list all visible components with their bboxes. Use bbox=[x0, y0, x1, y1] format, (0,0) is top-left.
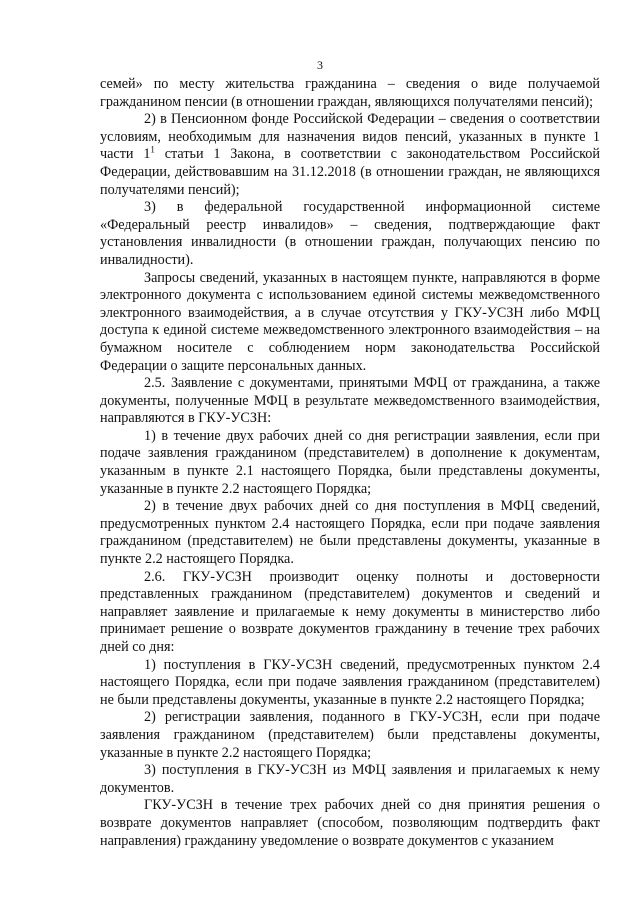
paragraph-2-text-a: 2) в Пенсионном фонде Российской Федерации – сведения о соответствии условиям, необходимым для назначения видов пенсий, указанных в пункте 1 части 1 bbox=[100, 111, 600, 163]
document-body bbox=[100, 76, 600, 850]
paragraph-3: 3) в федеральной государственной информационной системе «Федеральный реестр инвалидов» – сведения, подтверждающие факт установления инвалидности (в отношении граждан, получающих пенсию по инвалидности). bbox=[100, 199, 600, 268]
paragraph-10: 2) регистрации заявления, поданного в ГКУ-УСЗН, если при подаче заявления гражданином (представителем) были представлены документы, указанные в пункте 2.2 настоящего Порядка; bbox=[100, 709, 600, 761]
paragraph-1: семей» по месту жительства гражданина – сведения о виде получаемой гражданином пенсии (в отношении граждан, являющихся получателями пенсий); bbox=[100, 76, 600, 110]
page-number: 3 bbox=[317, 58, 323, 72]
paragraph-8: 2.6. ГКУ-УСЗН производит оценку полноты и достоверности представленных гражданином (представителем) документов и сведений и направляет заявление и прилагаемые к нему документы в министерство либо принимает решение о возврате документов гражданину в течение трех рабочих дней со дня: bbox=[100, 568, 600, 655]
superscript-1: 1 bbox=[150, 144, 155, 155]
paragraph-12: ГКУ-УСЗН в течение трех рабочих дней со дня принятия решения о возврате документов направляет (способом, позволяющим подтвердить факт направления) гражданину уведомление о возврате документов с указанием bbox=[100, 797, 600, 849]
paragraph-6: 1) в течение двух рабочих дней со дня регистрации заявления, если при подаче заявления гражданином (представителем) в дополнение к документам, указанным в пункте 2.1 настоящего Порядка, были представлены документы, указанные в пункте 2.2 настоящего Порядка; bbox=[100, 427, 600, 497]
paragraph-9: 1) поступления в ГКУ-УСЗН сведений, предусмотренных пунктом 2.4 настоящего Порядка, если при подаче заявления гражданином (представителем) не были представлены документы, указанные в пункте 2.2 настоящего Порядка; bbox=[100, 656, 600, 708]
paragraph-4: Запросы сведений, указанных в настоящем пункте, направляются в форме электронного документа с использованием единой системы межведомственного электронного взаимодействия, а в случае отсутствия у ГКУ-УСЗН либо МФЦ доступа к единой системе межведомственного электронного взаимодействия – на бумажном носителе с соблюдением норм законодательства Российской Федерации о защите персональных данных. bbox=[100, 269, 600, 374]
paragraph-2 bbox=[100, 111, 600, 199]
paragraph-11: 3) поступления в ГКУ-УСЗН из МФЦ заявления и прилагаемых к нему документов. bbox=[100, 762, 600, 796]
paragraph-7: 2) в течение двух рабочих дней со дня поступления в МФЦ сведений, предусмотренных пунктом 2.4 настоящего Порядка, если при подаче заявления гражданином (представителем) не были представлены документы, указанные в пункте 2.2 настоящего Порядка. bbox=[100, 498, 600, 568]
paragraph-5: 2.5. Заявление с документами, принятыми МФЦ от гражданина, а также документы, полученные МФЦ в результате межведомственного взаимодействия, направляются в ГКУ-УСЗН: bbox=[100, 375, 600, 427]
paragraph-2-text-b: статьи 1 Закона, в соответствии с законодательством Российской Федерации, действовавшим на 31.12.2018 (в отношении граждан, не являющихся получателями пенсий); bbox=[100, 146, 600, 198]
